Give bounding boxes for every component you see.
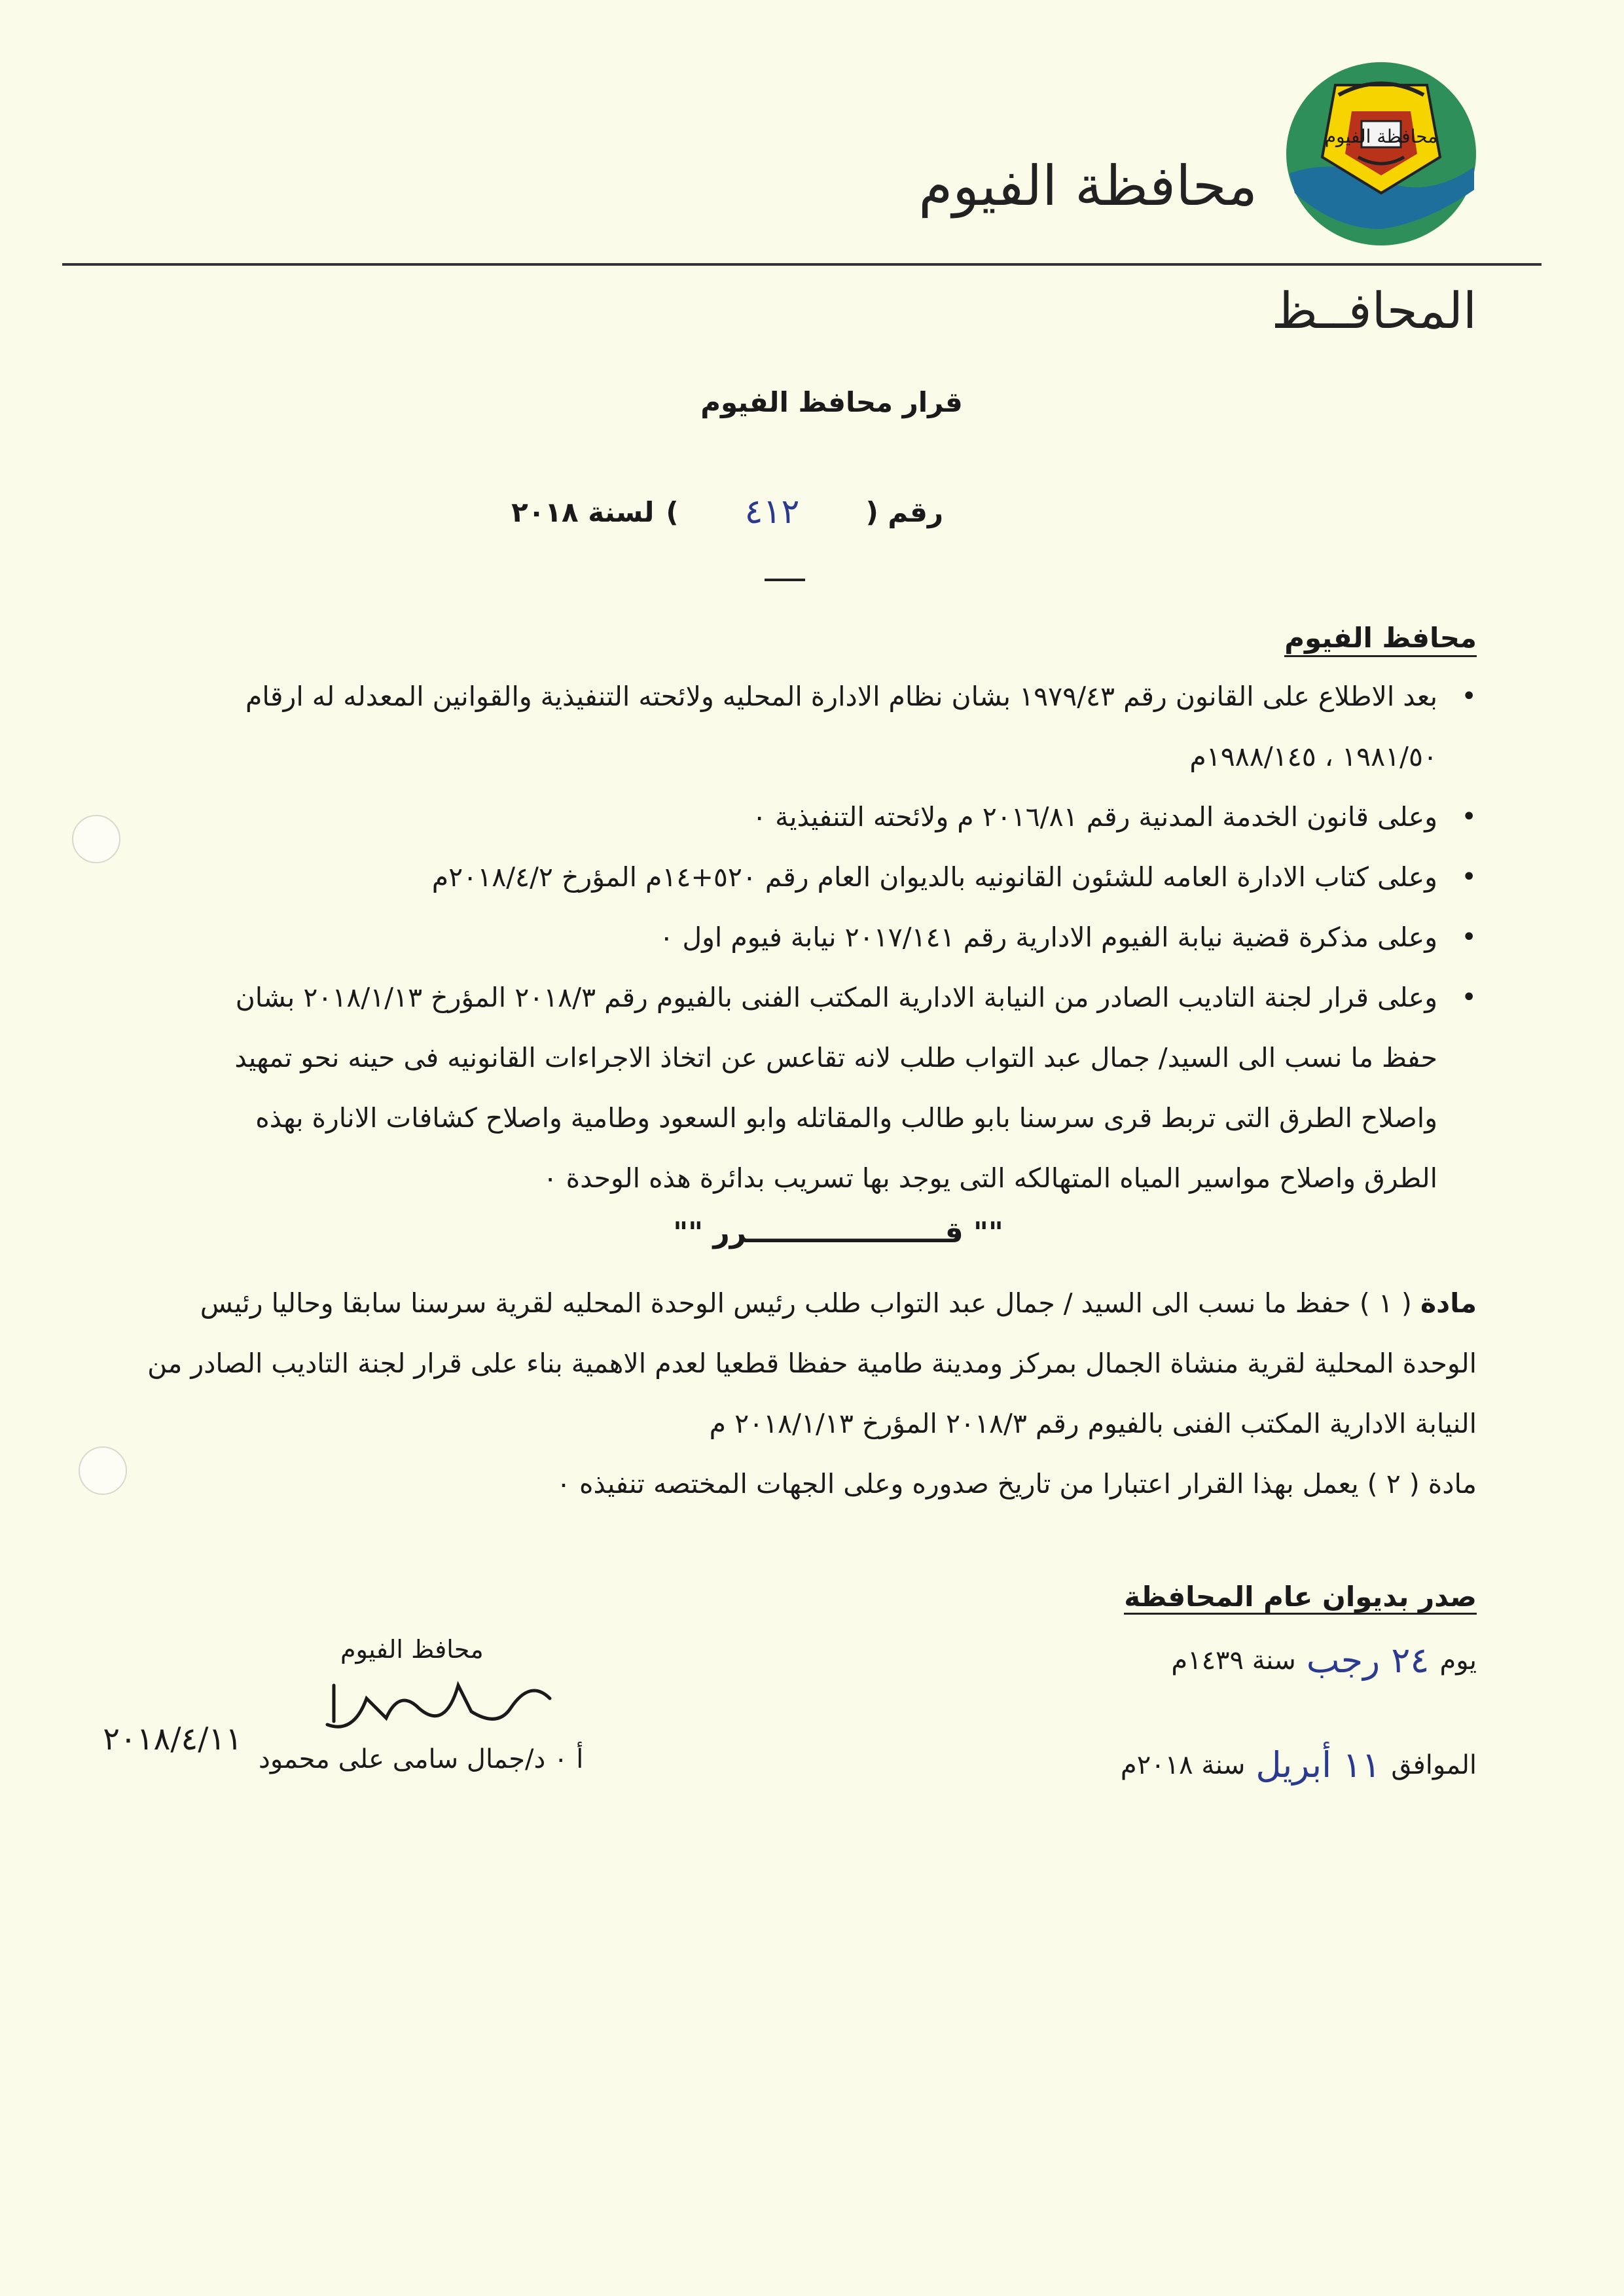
handwritten-day: ٢٤ رجب (1306, 1640, 1430, 1681)
decided-heading: "" قــــــــــــــــــــرر "" (673, 1216, 1003, 1249)
preamble-item: • وعلى كتاب الادارة العامه للشئون القانونيه بالديوان العام رقم ٥٢٠+١٤م المؤرخ ٢٠١٨/٤/٢م (174, 847, 1477, 907)
gregorian-date-row (1121, 1744, 1477, 1785)
articles-section (141, 1273, 1477, 1514)
article-label: مادة (1428, 1468, 1477, 1499)
preamble-item: • بعد الاطلاع على القانون رقم ١٩٧٩/٤٣ بشان نظام الادارة المحليه ولائحته التنفيذية والقوانين المعدله له ارقام ١٩٨١/٥٠ ، ١٩٨٨/١٤٥م (174, 666, 1477, 787)
decree-number-line (511, 492, 943, 531)
punch-hole (79, 1446, 127, 1495)
article-number: ( ٢ ) (1367, 1468, 1420, 1499)
emblem-lettering: محافظة الفيوم (1324, 126, 1438, 147)
number-close: ) (666, 495, 679, 528)
preamble-list (174, 666, 1477, 1208)
day-label: يوم (1439, 1645, 1477, 1676)
corresponding-label: الموافق (1391, 1749, 1477, 1780)
signer-name: أ ٠ د/جمال سامى على محمود (259, 1744, 584, 1774)
handwritten-number: ٤١٢ (744, 492, 800, 531)
number-label: رقم ( (865, 495, 943, 528)
addressee-heading: محافظ الفيوم (1284, 622, 1477, 657)
article-1 (141, 1273, 1477, 1454)
punch-hole (72, 815, 120, 863)
preamble-item: • وعلى مذكرة قضية نيابة الفيوم الادارية رقم ٢٠١٧/١٤١ نيابة فيوم اول ٠ (174, 907, 1477, 967)
preamble-item: • وعلى قرار لجنة التاديب الصادر من النيابة الادارية المكتب الفنى بالفيوم رقم ٢٠١٨/٣ المؤرخ ٢٠١٨/١/١٣ بشان حفظ ما نسب الى السيد/ جمال عبد التواب طلب لانه تقاعس عن اتخاذ الاجراءات القانونيه فى حينه نحو تمهيد واصلاح الطرق التى تربط قرى سرسنا بابو طالب والمقاتله وابو السعود وطامية واصلاح كشافات الانارة بهذه الطرق واصلاح مواسير المياه المتهالكه التى يوجد بها تسريب بدائرة هذه الوحدة ٠ (174, 967, 1477, 1208)
year-label: لسنة ٢٠١٨ (511, 495, 655, 528)
article-label: مادة (1420, 1287, 1477, 1319)
article-2 (141, 1454, 1477, 1514)
hijri-date-row (1171, 1640, 1477, 1681)
handwritten-corresponding-date: ١١ أبريل (1255, 1744, 1381, 1785)
governorate-name: محافظة الفيوم (918, 154, 1257, 218)
article-text: حفظ ما نسب الى السيد / جمال عبد التواب طلب رئيس الوحدة المحليه لقرية سرسنا سابقا وحاليا رئيس الوحدة المحلية لقرية منشاة الجمال بمركز ومدينة طامية حفظا قطعيا لعدم الاهمية بناء على قرار لجنة التاديب الصادر من النيابة الادارية المكتب الفنى بالفيوم رقم ٢٠١٨/٣ المؤرخ ٢٠١٨/١/١٣ م (147, 1287, 1477, 1439)
signature-date: ٢٠١٨/٤/١١ (103, 1721, 242, 1757)
preamble-item: • وعلى قانون الخدمة المدنية رقم ٢٠١٦/٨١ م ولائحته التنفيذية ٠ (174, 787, 1477, 847)
article-number: ( ١ ) (1359, 1287, 1412, 1319)
office-title: المحافــظ (1271, 281, 1477, 340)
issued-at-heading: صدر بديوان عام المحافظة (1124, 1581, 1477, 1615)
gregorian-year: سنة ٢٠١٨م (1120, 1749, 1246, 1780)
header-divider (62, 263, 1542, 266)
signer-title: محافظ الفيوم (340, 1635, 484, 1664)
title-divider (765, 579, 805, 581)
governorate-emblem-icon (1283, 59, 1479, 249)
hijri-year: سنة ١٤٣٩م (1171, 1645, 1296, 1676)
decree-title: قرار محافظ الفيوم (700, 386, 963, 418)
article-text: يعمل بهذا القرار اعتبارا من تاريخ صدوره وعلى الجهات المختصه تنفيذه ٠ (556, 1468, 1359, 1499)
